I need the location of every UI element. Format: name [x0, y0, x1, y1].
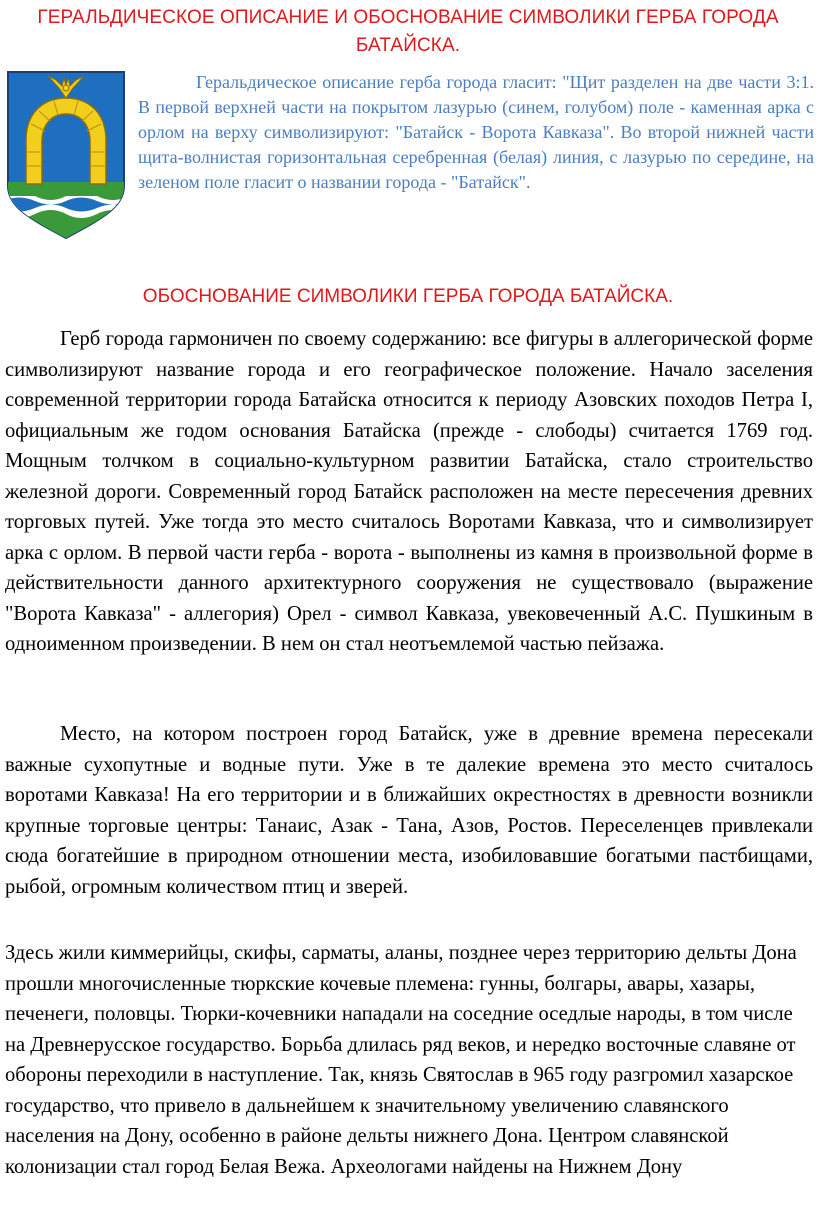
paragraph: Герб города гармоничен по своему содержанию: все фигуры в аллегорической форме символизируют название города и его географическое положение. Начало заселения современной территории города Батайска относится к периоду Азовских походов Петра I, официальным же годом основания Батайска (прежде - слободы) считается 1769 год. Мощным толчком в социально-культурном развитии Батайска, стало строительство железной дороги. Современный город Батайск расположен на месте пересечения древних торговых путей. Уже тогда это место считалось Воротами Кавказа, что и символизирует арка с орлом. В первой части герба - ворота - выполнены из камня в произвольной форме в действительности данного архитектурного сооружения не существовало (выражение "Ворота Кавказа" - аллегория) Орел - символ Кавказа, увековеченный А.С. Пушкиным в одноименном произведении. В нем он стал неотъемлемой частью пейзажа.: [5, 328, 813, 655]
section-subtitle: ОБОСНОВАНИЕ СИМВОЛИКИ ГЕРБА ГОРОДА БАТАЙСКА.: [142, 286, 674, 307]
page-title: ГЕРАЛЬДИЧЕСКОЕ ОПИСАНИЕ И ОБОСНОВАНИЕ СИМВОЛИКИ ГЕРБА ГОРОДА БАТАЙСКА.: [37, 7, 779, 56]
heraldic-description: [138, 70, 814, 195]
heraldic-description-text: Геральдическое описание герба города гласит: "Щит разделен на две части 3:1. В первой верхней части на покрытом лазурью (синем, голубом) поле - каменная арка с орлом на верху символизируют: "Батайск - Ворота Кавказа". Во второй нижней части щита-волнистая горизонтальная серебренная (белая) линия, с лазурью по середине, на зеленом поле гласит о названии города - "Батайск".: [138, 72, 814, 192]
paragraph: Место, на котором построен город Батайск, уже в древние времена пересекали важные сухопутные и водные пути. Уже в те далекие времена это место считалось воротами Кавказа! На его территории и в ближайших окрестностях в древности возникли крупные торговые центры: Танаис, Азак - Тана, Азов, Ростов. Переселенцев привлекали сюда богатейшие в природном отношении места, изобиловавшие богатыми пастбищами, рыбой, огромным количеством птиц и зверей.: [5, 723, 813, 898]
batajsk-coat-of-arms-icon: [4, 68, 128, 240]
paragraph: Здесь жили киммерийцы, скифы, сарматы, аланы, позднее через территорию дельты Дона прошли многочисленные тюркские кочевые племена: гунны, болгары, авары, хазары, печенеги, половцы. Тюрки-кочевники нападали на соседние оседлые народы, в том числе на Древнерусское государство. Борьба длилась ряд веков, и нередко восточные славяне от обороны переходили в наступление. Так, князь Святослав в 965 году разгромил хазарское государство, что привело в дальнейшем к значительному увеличению славянского населения на Дону, особенно в районе дельты нижнего Дона. Центром славянской колонизации стал город Белая Вежа. Археологами найдены на Нижнем Дону: [5, 942, 797, 1178]
